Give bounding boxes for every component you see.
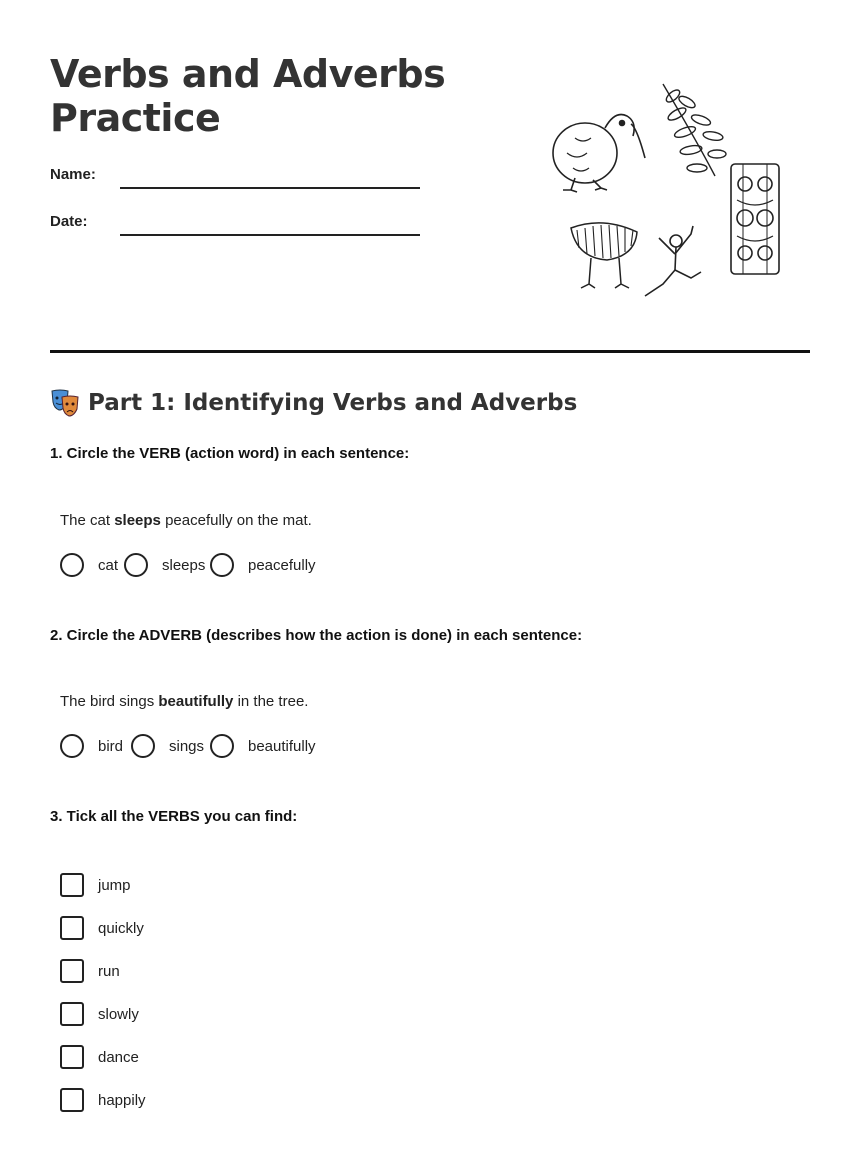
checkbox[interactable] [60,1045,84,1069]
option-label: happily [98,1091,146,1109]
sentence-text: The cat [60,512,115,529]
fern-icon [663,84,726,176]
sentence-bold-word: beautifully [158,693,234,710]
theater-masks-icon [50,388,80,418]
q3-option-dance[interactable] [60,1044,139,1070]
option-label: bird [98,737,124,755]
title-line-2: Practice [50,96,221,140]
option-label: sings [169,737,205,755]
name-label: Name: [50,166,96,183]
checkbox[interactable] [60,1002,84,1026]
question-3-prompt: 3. Tick all the VERBS you can find: [50,808,298,825]
option-label: dance [98,1048,139,1066]
name-field[interactable] [120,187,420,189]
part1-heading [50,388,577,418]
question-2-sentence [60,693,308,710]
question-2-prompt: 2. Circle the ADVERB (describes how the action is done) in each sentence: [50,627,583,644]
option-label: run [98,962,120,980]
date-field[interactable] [120,234,420,236]
radio-circle[interactable] [210,734,234,758]
question-1-sentence [60,512,312,529]
q1-option-cat[interactable] [60,552,118,578]
option-label: beautifully [248,737,316,755]
q3-option-slowly[interactable] [60,1001,139,1027]
checkbox[interactable] [60,873,84,897]
maori-illustration [545,78,790,303]
q3-option-quickly[interactable] [60,915,144,941]
option-label: sleeps [162,556,206,574]
radio-circle[interactable] [131,734,155,758]
q3-option-run[interactable] [60,958,120,984]
radio-circle[interactable] [60,734,84,758]
part1-title: Part 1: Identifying Verbs and Adverbs [88,390,578,416]
checkbox[interactable] [60,1088,84,1112]
option-label: slowly [98,1005,139,1023]
sentence-text: in the tree. [233,693,309,710]
option-label: jump [98,876,131,894]
checkbox[interactable] [60,959,84,983]
q3-option-jump[interactable] [60,872,131,898]
header-divider [50,350,810,353]
radio-circle[interactable] [60,553,84,577]
sentence-text: The bird sings [60,693,159,710]
q2-option-beautifully[interactable] [210,733,316,759]
option-label: peacefully [248,556,316,574]
option-label: cat [98,556,119,574]
q1-option-sleeps[interactable] [124,552,205,578]
date-label: Date: [50,213,88,230]
kiwi-bird-icon [553,115,645,193]
question-1-prompt: 1. Circle the VERB (action word) in each sentence: [50,445,410,462]
carved-pou-icon [731,164,779,274]
option-label: quickly [98,919,144,937]
q2-option-sings[interactable] [131,733,204,759]
running-figure-icon [645,226,701,296]
radio-circle[interactable] [124,553,148,577]
q1-option-peacefully[interactable] [210,552,316,578]
q2-option-bird[interactable] [60,733,123,759]
checkbox[interactable] [60,916,84,940]
q3-option-happily[interactable] [60,1087,146,1113]
sentence-text: peacefully on the mat. [160,512,312,529]
title-line-1: Verbs and Adverbs [50,52,446,96]
worksheet-title [50,52,470,140]
bird-legs-icon [571,223,637,288]
radio-circle[interactable] [210,553,234,577]
sentence-bold-word: sleeps [114,512,161,529]
